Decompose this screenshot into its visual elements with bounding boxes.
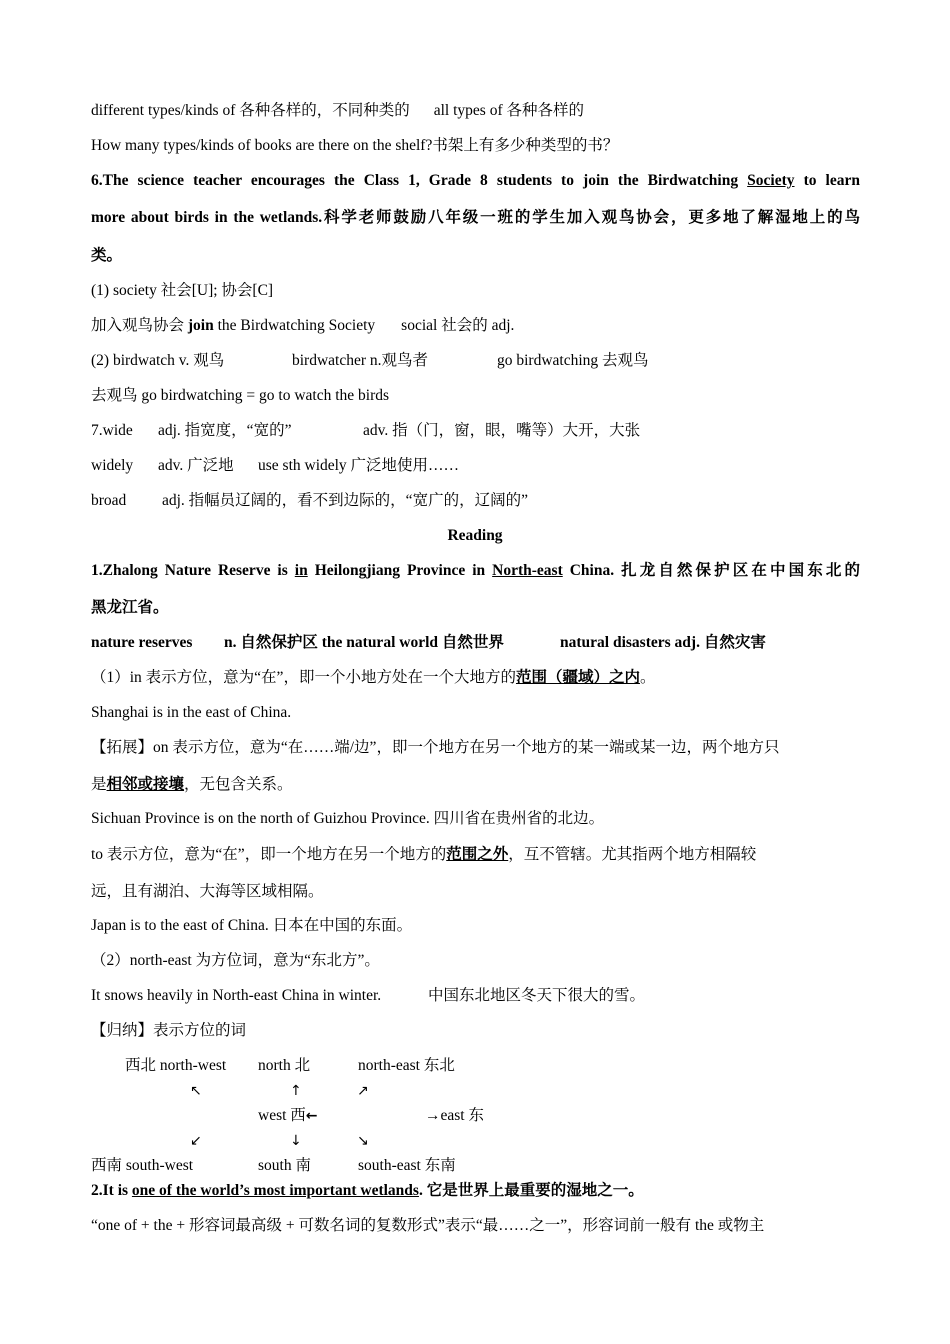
natural-world: n. 自然保护区 the natural world 自然世界 [224, 634, 504, 651]
go-birdwatching: go birdwatching 去观鸟 [497, 352, 649, 369]
reading-sentence-1-line1 [91, 561, 860, 581]
compass-northwest: 西北 north-west [125, 1057, 227, 1074]
arrow-north-icon: ↑ [290, 1083, 302, 1099]
sentence-6-line2: more about birds in the wetlands.科学老师鼓励八年级一班的学生加入观鸟协会，更多地了解湿地上的鸟 [91, 209, 860, 226]
in-usage-note [91, 668, 860, 688]
widely-word: widely [91, 457, 134, 474]
broad-word: broad [91, 492, 127, 509]
go-watch-birds: 去观鸟 go birdwatching = go to watch the birds [91, 387, 390, 404]
to-usage-note-line2: 远，且有湖泊、大海等区域相隔。 [91, 883, 324, 900]
sentence-6-line1 [91, 171, 860, 191]
broad-adj: adj. 指幅员辽阔的，看不到边际的，“宽广的，辽阔的” [162, 492, 528, 509]
on-note-underlined: 相邻或接壤 [106, 776, 185, 793]
r1-text-c: China. 扎龙自然保护区在中国东北的 [562, 562, 860, 579]
compass-southwest: 西南 south-west [91, 1157, 194, 1174]
wide-adv: adv. 指（门，窗，眼，嘴等）大开，大张 [363, 422, 641, 439]
s6-text-b: to learn [794, 172, 860, 189]
compass-south: south 南 [258, 1157, 311, 1174]
r1-text-b: Heilongjiang Province in [307, 562, 493, 579]
r2-text-b: . 它是世界上最重要的湿地之一。 [418, 1182, 644, 1199]
r2-text-a: 2.It is [91, 1182, 132, 1199]
reading-sentence-2 [91, 1181, 860, 1201]
nature-reserves: nature reserves [91, 634, 193, 651]
arrow-southeast-icon: ↘ [357, 1133, 369, 1149]
one-of-structure-note: “one of + the + 形容词最高级 + 可数名词的复数形式”表示“最……之一”，形容词前一般有 the 或物主 [91, 1217, 765, 1234]
snow-english: It snows heavily in North-east China in winter. [91, 987, 382, 1004]
to-note-underlined: 范围之外 [446, 846, 509, 863]
join-post: the Birdwatching Society [213, 317, 376, 334]
phrase-different-types: different types/kinds of 各种各样的，不同种类的 [91, 102, 410, 119]
to-usage-note-line1 [91, 845, 860, 865]
r2-underlined: one of the world’s most important wetlands [131, 1182, 419, 1199]
in-note-text: （1）in 表示方位，意为“在”，即一个小地方处在一个大地方的 [91, 669, 516, 686]
widely-adv: adv. 广泛地 [158, 457, 234, 474]
join-society-line [91, 316, 860, 336]
wide-word: 7.wide [91, 422, 133, 439]
to-note-post: ，互不管辖。尤其指两个地方相隔较 [508, 846, 757, 863]
s6-society-underlined: Society [747, 172, 795, 189]
use-widely: use sth widely 广泛地使用…… [258, 457, 460, 474]
summary-heading: 【归纳】表示方位的词 [91, 1022, 247, 1039]
example-shanghai: Shanghai is in the east of China. [91, 704, 292, 721]
arrow-northeast-icon: ↗ [357, 1083, 369, 1099]
arrow-west-icon: ← [305, 1108, 318, 1124]
arrow-south-icon: ↓ [290, 1133, 302, 1149]
snow-chinese: 中国东北地区冬天下很大的雪。 [428, 987, 646, 1004]
natural-disasters: natural disasters adj. 自然灾害 [560, 634, 766, 651]
compass-southeast: south-east 东南 [358, 1157, 456, 1174]
social-adj: social 社会的 adj. [401, 317, 515, 334]
compass-northeast: north-east 东北 [358, 1057, 455, 1074]
compass-west-group [258, 1106, 318, 1126]
compass-north: north 北 [258, 1057, 311, 1074]
society-definition: (1) society 社会[U]; 协会[C] [91, 282, 274, 299]
r1-northeast-underlined: North-east [492, 562, 563, 579]
in-note-underlined: 范围（疆域）之内 [515, 669, 640, 686]
r1-in-underlined: in [294, 562, 308, 579]
line-types-kinds [91, 101, 860, 121]
phrase-all-types: all types of 各种各样的 [433, 102, 584, 119]
join-bold: join [187, 317, 214, 334]
northeast-note: （2）north-east 为方位词，意为“东北方”。 [91, 952, 380, 969]
r1-text-a: 1.Zhalong Nature Reserve is [91, 562, 295, 579]
arrow-northwest-icon: ↖ [190, 1083, 202, 1099]
reading-heading: Reading [447, 527, 503, 544]
example-sichuan: Sichuan Province is on the north of Guizhou Province. 四川省在贵州省的北边。 [91, 810, 605, 827]
compass-east: →east 东 [425, 1107, 484, 1124]
on-note-post: ，无包含关系。 [184, 776, 293, 793]
to-note-text: to 表示方位，意为“在”，即一个地方在另一个地方的 [91, 846, 447, 863]
s6-text-a: 6.The science teacher encourages the Class 1, Grade 8 students to join the Birdwatching [91, 172, 748, 189]
join-pre: 加入观鸟协会 [91, 317, 188, 334]
wide-adj: adj. 指宽度，“宽的” [158, 422, 292, 439]
on-note-pre: 是 [91, 776, 107, 793]
arrow-southwest-icon: ↙ [190, 1133, 202, 1149]
birdwatcher-noun: birdwatcher n.观鸟者 [292, 352, 429, 369]
on-usage-note-line2 [91, 775, 860, 795]
birdwatch-verb: (2) birdwatch v. 观鸟 [91, 352, 225, 369]
on-usage-note-line1: 【拓展】on 表示方位，意为“在……端/边”，即一个地方在另一个地方的某一端或某一边，两个地方只 [91, 739, 780, 756]
reading-sentence-1-line2: 黑龙江省。 [91, 599, 169, 616]
compass-west: west 西 [258, 1107, 306, 1124]
in-note-end: 。 [639, 669, 656, 686]
example-books-shelf: How many types/kinds of books are there on the shelf?书架上有多少种类型的书？ [91, 137, 619, 154]
example-japan: Japan is to the east of China. 日本在中国的东面。 [91, 917, 413, 934]
sentence-6-line3: 类。 [91, 247, 123, 264]
